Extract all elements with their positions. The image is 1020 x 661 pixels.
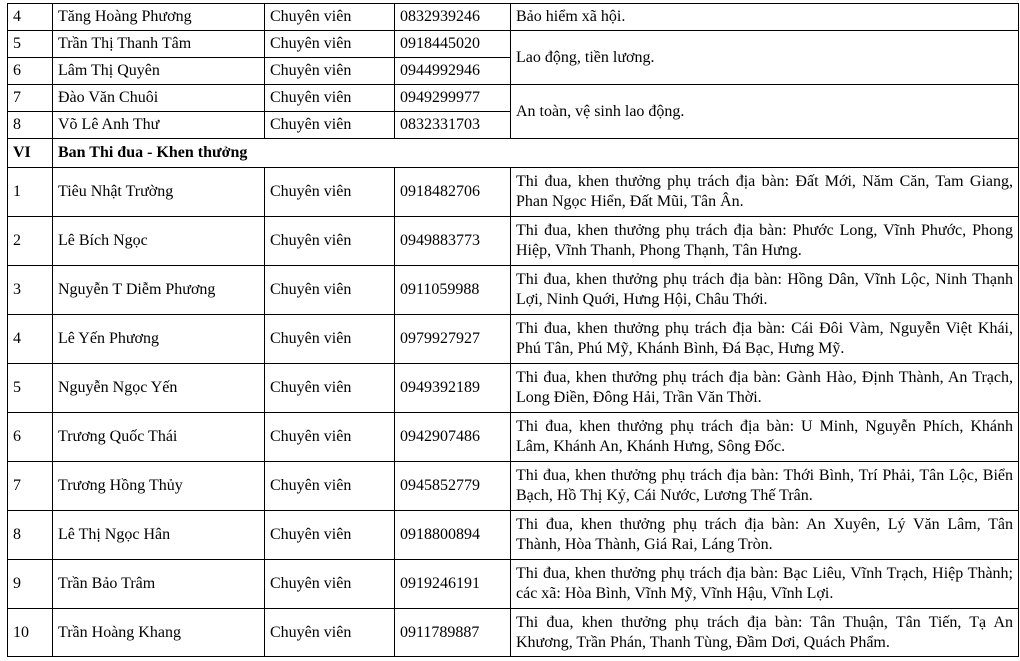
staff-phone: 0949883773 xyxy=(395,217,511,266)
table-row xyxy=(8,560,1019,609)
staff-phone: 0832331703 xyxy=(395,112,511,139)
staff-position: Chuyên viên xyxy=(265,85,395,112)
staff-name: Lê Thị Ngọc Hân xyxy=(53,511,265,560)
staff-duty: Thi đua, khen thưởng phụ trách địa bàn: U Minh, Nguyễn Phích, Khánh Lâm, Khánh An, Khánh Hưng, Sông Đốc. xyxy=(511,413,1019,462)
staff-name: Nguyễn T Diễm Phương xyxy=(53,266,265,315)
staff-phone: 0918800894 xyxy=(395,511,511,560)
staff-name: Trần Bảo Trâm xyxy=(53,560,265,609)
table-row xyxy=(8,462,1019,511)
row-number: 7 xyxy=(8,462,53,511)
staff-phone: 0949392189 xyxy=(395,364,511,413)
table-row xyxy=(8,168,1019,217)
row-number: 4 xyxy=(8,4,53,31)
staff-duty: An toàn, vệ sinh lao động. xyxy=(511,85,1019,139)
table-row xyxy=(8,85,1019,112)
staff-position: Chuyên viên xyxy=(265,364,395,413)
table-row xyxy=(8,413,1019,462)
staff-name: Tiêu Nhật Trường xyxy=(53,168,265,217)
staff-name: Đào Văn Chuôi xyxy=(53,85,265,112)
staff-phone: 0944992946 xyxy=(395,58,511,85)
staff-position: Chuyên viên xyxy=(265,266,395,315)
staff-phone: 0918482706 xyxy=(395,168,511,217)
staff-position: Chuyên viên xyxy=(265,31,395,58)
staff-name: Trần Thị Thanh Tâm xyxy=(53,31,265,58)
section-number: VI xyxy=(8,139,53,168)
staff-phone: 0942907486 xyxy=(395,413,511,462)
staff-phone: 0919246191 xyxy=(395,560,511,609)
row-number: 6 xyxy=(8,58,53,85)
staff-phone: 0911059988 xyxy=(395,266,511,315)
staff-name: Võ Lê Anh Thư xyxy=(53,112,265,139)
staff-phone: 0945852779 xyxy=(395,462,511,511)
staff-name: Trương Hồng Thủy xyxy=(53,462,265,511)
staff-name: Lê Bích Ngọc xyxy=(53,217,265,266)
staff-name: Trần Hoàng Khang xyxy=(53,609,265,657)
row-number: 8 xyxy=(8,511,53,560)
staff-name: Lâm Thị Quyên xyxy=(53,58,265,85)
section-header-row xyxy=(8,139,1019,168)
row-number: 4 xyxy=(8,315,53,364)
staff-name: Nguyễn Ngọc Yến xyxy=(53,364,265,413)
staff-position: Chuyên viên xyxy=(265,511,395,560)
staff-position: Chuyên viên xyxy=(265,217,395,266)
staff-duty: Thi đua, khen thưởng phụ trách địa bàn: Thới Bình, Trí Phải, Tân Lộc, Biển Bạch, Hồ Thị Kỷ, Cái Nước, Lương Thế Trân. xyxy=(511,462,1019,511)
row-number: 8 xyxy=(8,112,53,139)
row-number: 1 xyxy=(8,168,53,217)
staff-duty: Thi đua, khen thưởng phụ trách địa bàn: Đất Mới, Năm Căn, Tam Giang, Phan Ngọc Hiển, Đất Mũi, Tân Ân. xyxy=(511,168,1019,217)
staff-position: Chuyên viên xyxy=(265,413,395,462)
staff-position: Chuyên viên xyxy=(265,112,395,139)
staff-table xyxy=(7,3,1019,657)
staff-phone: 0911789887 xyxy=(395,609,511,657)
section-title: Ban Thi đua - Khen thưởng xyxy=(53,139,1019,168)
staff-name: Trương Quốc Thái xyxy=(53,413,265,462)
table-row xyxy=(8,266,1019,315)
staff-phone: 0918445020 xyxy=(395,31,511,58)
staff-phone: 0949299977 xyxy=(395,85,511,112)
table-row xyxy=(8,4,1019,31)
table-row xyxy=(8,609,1019,657)
row-number: 2 xyxy=(8,217,53,266)
staff-position: Chuyên viên xyxy=(265,4,395,31)
staff-duty: Thi đua, khen thưởng phụ trách địa bàn: Phước Long, Vĩnh Phước, Phong Hiệp, Vĩnh Thanh, Phong Thạnh, Tân Hưng. xyxy=(511,217,1019,266)
row-number: 3 xyxy=(8,266,53,315)
staff-position: Chuyên viên xyxy=(265,560,395,609)
table-row xyxy=(8,31,1019,58)
staff-duty: Thi đua, khen thưởng phụ trách địa bàn: An Xuyên, Lý Văn Lâm, Tân Thành, Hòa Thành, Giá Rai, Láng Tròn. xyxy=(511,511,1019,560)
table-row xyxy=(8,364,1019,413)
row-number: 9 xyxy=(8,560,53,609)
table-row xyxy=(8,217,1019,266)
staff-duty: Thi đua, khen thưởng phụ trách địa bàn: Gành Hào, Định Thành, An Trạch, Long Điền, Đông Hải, Trần Văn Thời. xyxy=(511,364,1019,413)
staff-position: Chuyên viên xyxy=(265,58,395,85)
staff-position: Chuyên viên xyxy=(265,315,395,364)
staff-duty: Lao động, tiền lương. xyxy=(511,31,1019,85)
staff-duty: Thi đua, khen thưởng phụ trách địa bàn: Cái Đôi Vàm, Nguyễn Việt Khái, Phú Tân, Phú Mỹ, Khánh Bình, Đá Bạc, Hưng Mỹ. xyxy=(511,315,1019,364)
row-number: 7 xyxy=(8,85,53,112)
staff-duty: Thi đua, khen thưởng phụ trách địa bàn: Bạc Liêu, Vĩnh Trạch, Hiệp Thành; các xã: Hòa Bình, Vĩnh Mỹ, Vĩnh Hậu, Vĩnh Lợi. xyxy=(511,560,1019,609)
table-row xyxy=(8,315,1019,364)
staff-name: Tăng Hoàng Phương xyxy=(53,4,265,31)
staff-duty: Thi đua, khen thưởng phụ trách địa bàn: Hồng Dân, Vĩnh Lộc, Ninh Thạnh Lợi, Ninh Quới, Hưng Hội, Châu Thới. xyxy=(511,266,1019,315)
staff-position: Chuyên viên xyxy=(265,609,395,657)
staff-position: Chuyên viên xyxy=(265,462,395,511)
staff-duty: Bảo hiểm xã hội. xyxy=(511,4,1019,31)
table-row xyxy=(8,511,1019,560)
row-number: 6 xyxy=(8,413,53,462)
staff-name: Lê Yến Phương xyxy=(53,315,265,364)
row-number: 10 xyxy=(8,609,53,657)
staff-duty: Thi đua, khen thưởng phụ trách địa bàn: Tân Thuận, Tân Tiến, Tạ An Khương, Trần Phán, Thanh Tùng, Đầm Dơi, Quách Phẩm. xyxy=(511,609,1019,657)
staff-phone: 0832939246 xyxy=(395,4,511,31)
row-number: 5 xyxy=(8,31,53,58)
row-number: 5 xyxy=(8,364,53,413)
staff-phone: 0979927927 xyxy=(395,315,511,364)
staff-position: Chuyên viên xyxy=(265,168,395,217)
